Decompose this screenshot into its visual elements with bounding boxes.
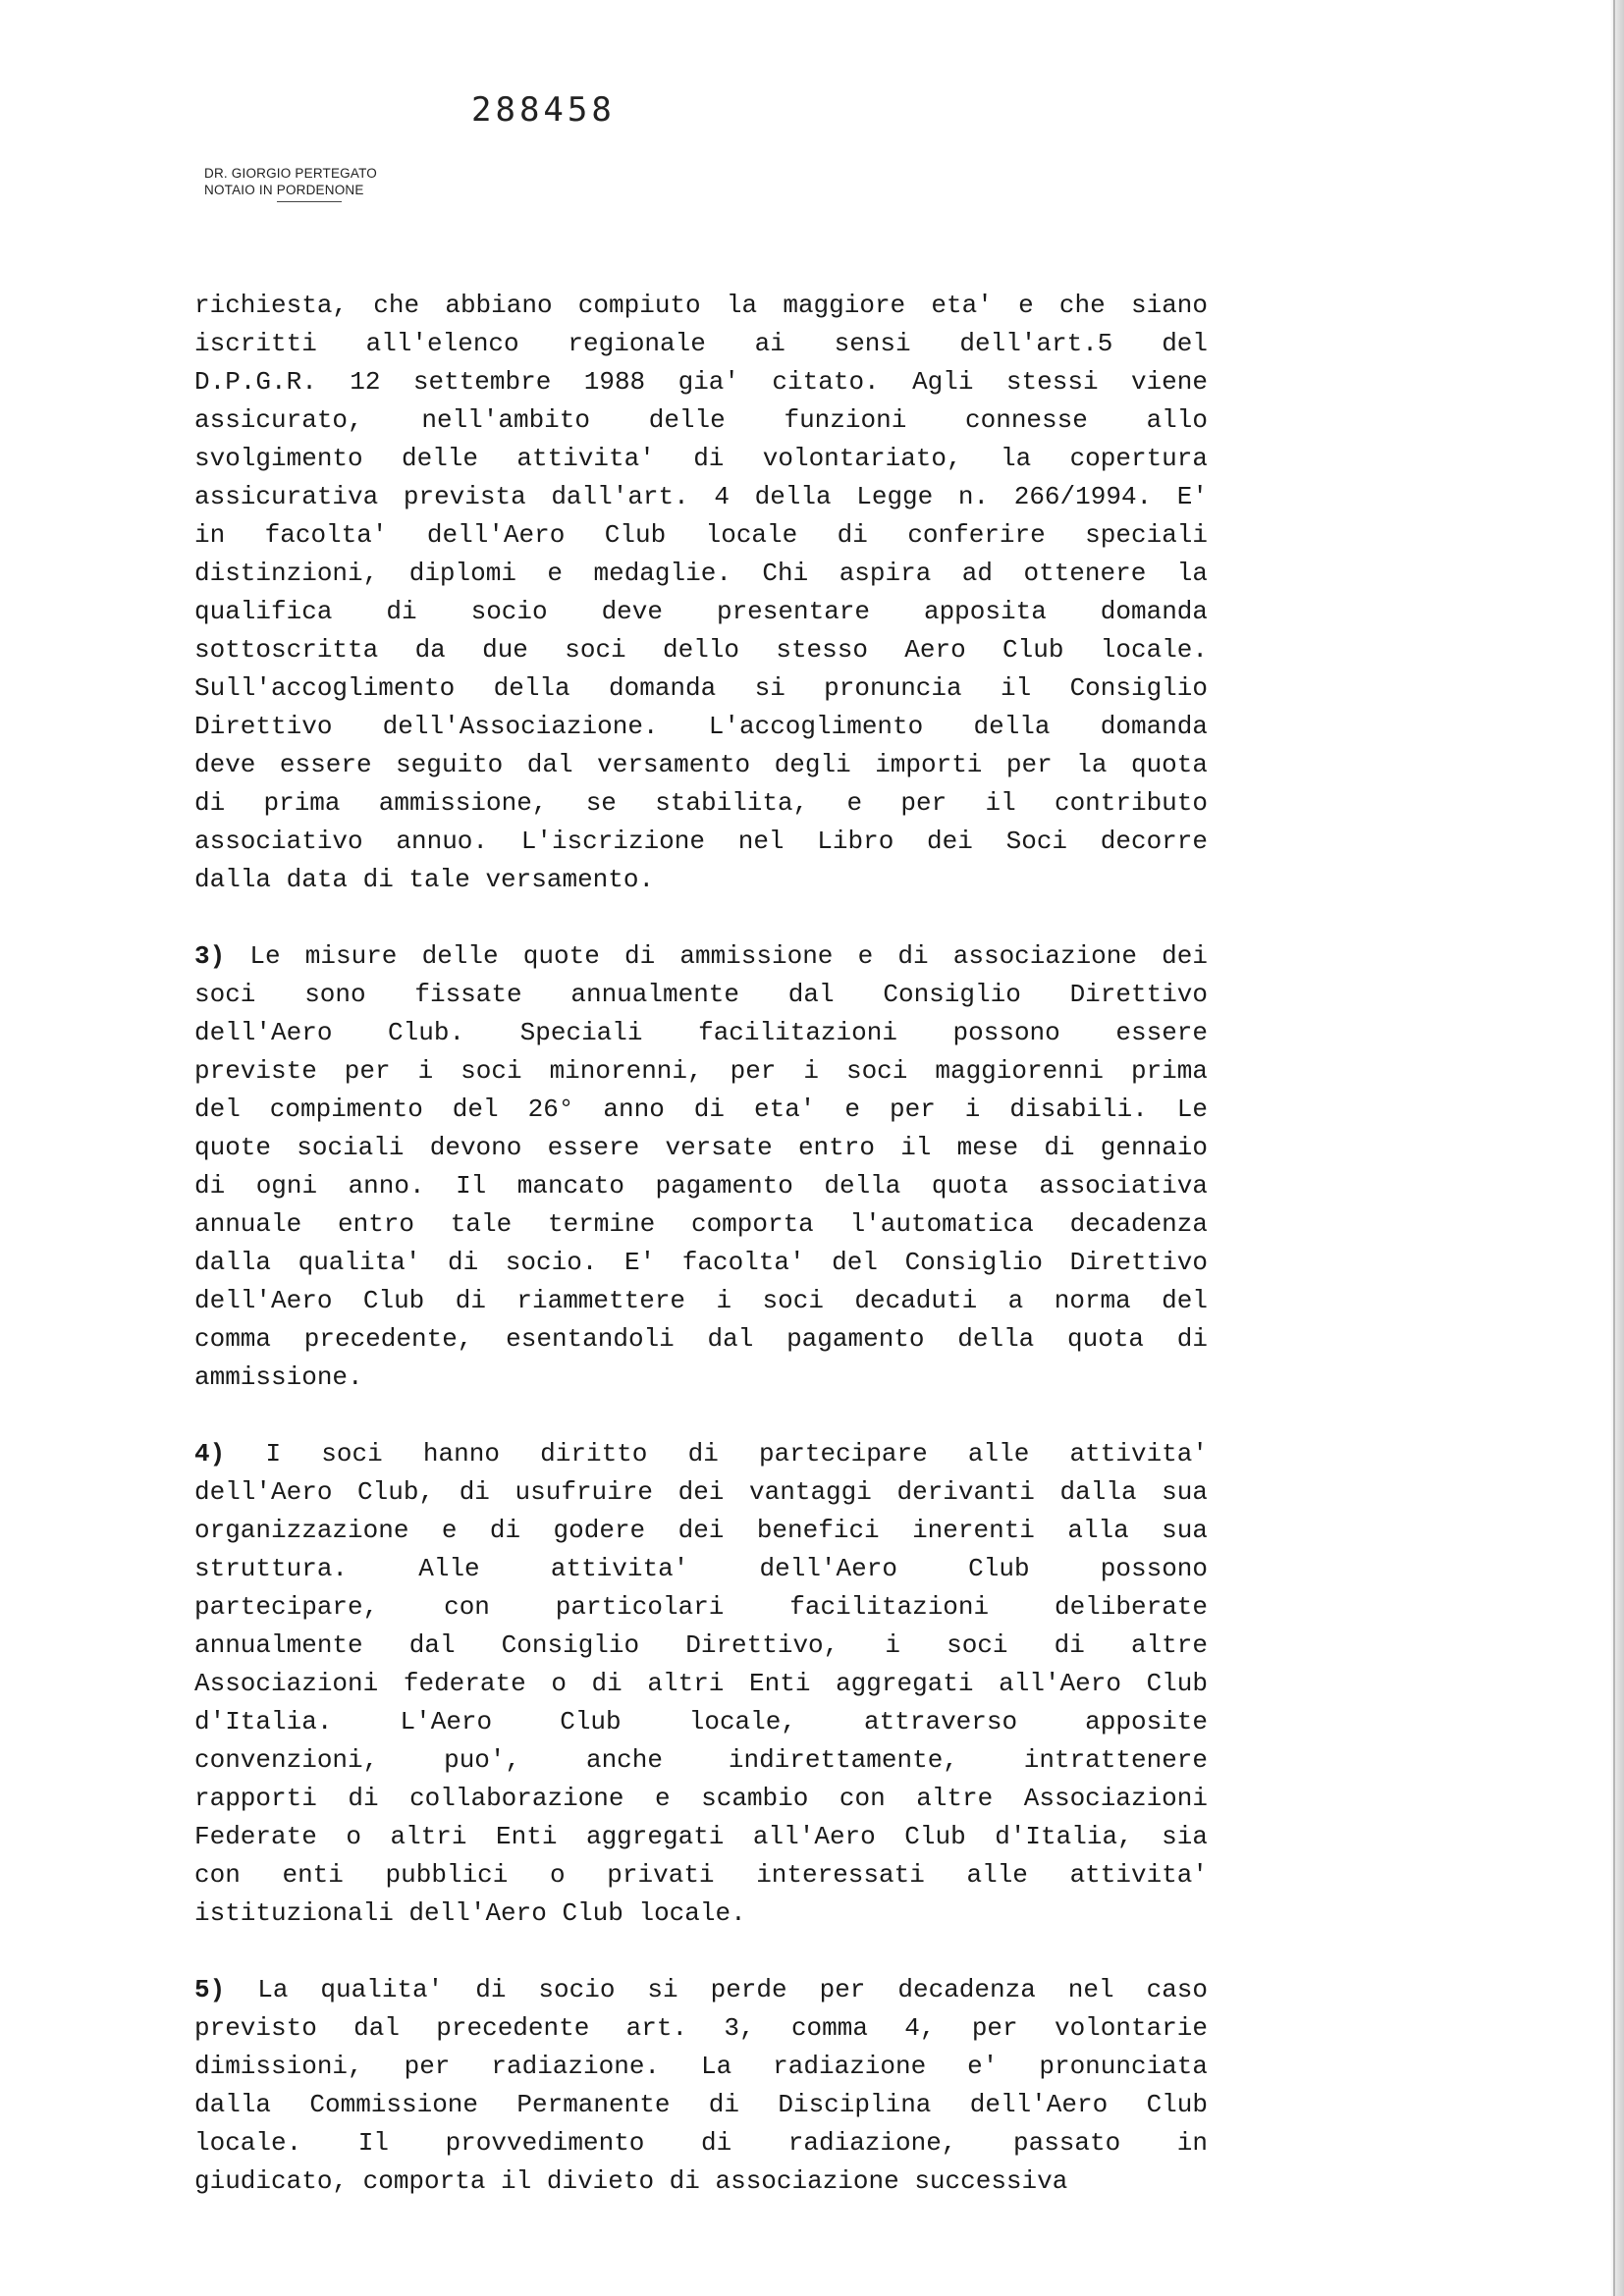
text-line	[194, 1167, 1208, 1205]
text-line	[194, 1856, 1208, 1895]
line-text: dimissioni, per radiazione. La radiazione e' pronunciata	[194, 2052, 1208, 2081]
text-line	[194, 363, 1208, 401]
line-text: previste per i soci minorenni, per i soci maggiorenni prima	[194, 1056, 1208, 1086]
line-text: previsto dal precedente art. 3, comma 4, per volontarie	[194, 2013, 1208, 2043]
line-text: assicurativa prevista dall'art. 4 della Legge n. 266/1994. E'	[194, 482, 1208, 511]
text-line	[194, 1435, 1208, 1473]
text-line	[194, 1895, 1208, 1933]
line-text: Associazioni federate o di altri Enti aggregati all'Aero Club	[194, 1669, 1208, 1698]
line-text: assicurato, nell'ambito delle funzioni connesse allo	[194, 405, 1208, 435]
line-text: quote sociali devono essere versate entro il mese di gennaio	[194, 1133, 1208, 1162]
line-text: struttura. Alle attivita' dell'Aero Club possono	[194, 1554, 1208, 1583]
text-line	[194, 861, 1208, 899]
paragraph-number: 4)	[194, 1439, 226, 1468]
text-line	[194, 516, 1208, 555]
line-text: svolgimento delle attivita' di volontariato, la copertura	[194, 444, 1208, 473]
line-text: Le misure delle quote di ammissione e di associazione dei	[249, 941, 1208, 971]
text-line	[194, 2086, 1208, 2124]
text-line	[194, 2048, 1208, 2086]
text-line	[194, 2163, 1208, 2201]
text-line	[194, 2009, 1208, 2048]
line-text: di prima ammissione, se stabilita, e per il contributo	[194, 788, 1208, 818]
notary-name: DR. GIORGIO PERTEGATO	[204, 166, 377, 181]
text-line	[194, 1282, 1208, 1320]
text-line	[194, 593, 1208, 631]
text-line	[194, 1129, 1208, 1167]
page-number: 288458	[471, 90, 616, 130]
line-text: qualifica di socio deve presentare apposita domanda	[194, 597, 1208, 626]
text-line	[194, 401, 1208, 440]
text-line	[194, 1052, 1208, 1091]
text-line	[194, 1014, 1208, 1052]
line-text: d'Italia. L'Aero Club locale, attraverso apposite	[194, 1707, 1208, 1736]
page-edge-line	[1613, 0, 1615, 2296]
text-line	[194, 976, 1208, 1014]
line-text: deve essere seguito dal versamento degli importi per la quota	[194, 750, 1208, 779]
line-text: La qualita' di socio si perde per decadenza nel caso	[257, 1975, 1208, 2004]
text-line	[194, 937, 1208, 976]
text-line	[194, 1512, 1208, 1550]
line-text: iscritti all'elenco regionale ai sensi dell'art.5 del	[194, 329, 1208, 358]
text-line	[194, 784, 1208, 823]
line-text: dalla Commissione Permanente di Disciplina dell'Aero Club	[194, 2090, 1208, 2119]
line-text: locale. Il provvedimento di radiazione, passato in	[194, 2128, 1208, 2158]
line-text: di ogni anno. Il mancato pagamento della quota associativa	[194, 1171, 1208, 1201]
text-line	[194, 631, 1208, 669]
text-line	[194, 1091, 1208, 1129]
paragraph	[194, 287, 1208, 899]
text-line	[194, 1627, 1208, 1665]
line-text: ammissione.	[194, 1362, 363, 1392]
notary-stamp	[204, 165, 377, 202]
text-line	[194, 1244, 1208, 1282]
line-text: dell'Aero Club. Speciali facilitazioni possono essere	[194, 1018, 1208, 1047]
line-text: soci sono fissate annualmente dal Consiglio Direttivo	[194, 980, 1208, 1009]
line-text: con enti pubblici o privati interessati alle attivita'	[194, 1860, 1208, 1890]
line-text: dell'Aero Club, di usufruire dei vantaggi derivanti dalla sua	[194, 1477, 1208, 1507]
line-text: sottoscritta da due soci dello stesso Aero Club locale.	[194, 635, 1208, 665]
line-text: Sull'accoglimento della domanda si pronuncia il Consiglio	[194, 673, 1208, 703]
text-line	[194, 440, 1208, 478]
text-line	[194, 1320, 1208, 1359]
text-line	[194, 1473, 1208, 1512]
line-text: Direttivo dell'Associazione. L'accoglimento della domanda	[194, 712, 1208, 741]
line-text: in facolta' dell'Aero Club locale di conferire speciali	[194, 520, 1208, 550]
line-text: distinzioni, diplomi e medaglie. Chi aspira ad ottenere la	[194, 559, 1208, 588]
line-text: del compimento del 26° anno di eta' e per i disabili. Le	[194, 1095, 1208, 1124]
paragraph-number: 5)	[194, 1975, 226, 2004]
text-line	[194, 1780, 1208, 1818]
line-text: annualmente dal Consiglio Direttivo, i soci di altre	[194, 1630, 1208, 1660]
line-text: Federate o altri Enti aggregati all'Aero Club d'Italia, sia	[194, 1822, 1208, 1851]
text-line	[194, 1971, 1208, 2009]
text-line	[194, 478, 1208, 516]
notary-underline	[277, 201, 342, 202]
document-body	[194, 287, 1208, 2201]
text-line	[194, 746, 1208, 784]
text-line	[194, 1205, 1208, 1244]
text-line	[194, 2124, 1208, 2163]
paragraph	[194, 1435, 1208, 1933]
line-text: dell'Aero Club di riammettere i soci decaduti a norma del	[194, 1286, 1208, 1315]
text-line	[194, 1818, 1208, 1856]
line-text: partecipare, con particolari facilitazioni deliberate	[194, 1592, 1208, 1622]
text-line	[194, 1588, 1208, 1627]
line-text: dalla qualita' di socio. E' facolta' del Consiglio Direttivo	[194, 1248, 1208, 1277]
notary-title: NOTAIO IN PORDENONE	[204, 183, 364, 197]
paragraph	[194, 937, 1208, 1397]
line-text: organizzazione e di godere dei benefici inerenti alla sua	[194, 1516, 1208, 1545]
text-line	[194, 287, 1208, 325]
text-line	[194, 1359, 1208, 1397]
line-text: dalla data di tale versamento.	[194, 865, 655, 894]
line-text: associativo annuo. L'iscrizione nel Libro dei Soci decorre	[194, 827, 1208, 856]
text-line	[194, 325, 1208, 363]
text-line	[194, 823, 1208, 861]
paragraph	[194, 1971, 1208, 2201]
line-text: rapporti di collaborazione e scambio con altre Associazioni	[194, 1784, 1208, 1813]
text-line	[194, 1665, 1208, 1703]
line-text: I soci hanno diritto di partecipare alle attivita'	[265, 1439, 1208, 1468]
line-text: giudicato, comporta il divieto di associazione successiva	[194, 2166, 1068, 2196]
line-text: istituzionali dell'Aero Club locale.	[194, 1898, 746, 1928]
line-text: annuale entro tale termine comporta l'automatica decadenza	[194, 1209, 1208, 1239]
text-line	[194, 669, 1208, 708]
text-line	[194, 555, 1208, 593]
text-line	[194, 1550, 1208, 1588]
text-line	[194, 1741, 1208, 1780]
line-text: convenzioni, puo', anche indirettamente, intrattenere	[194, 1745, 1208, 1775]
line-text: D.P.G.R. 12 settembre 1988 gia' citato. Agli stessi viene	[194, 367, 1208, 397]
text-line	[194, 1703, 1208, 1741]
line-text: richiesta, che abbiano compiuto la maggiore eta' e che siano	[194, 291, 1208, 320]
text-line	[194, 708, 1208, 746]
line-text: comma precedente, esentandoli dal pagamento della quota di	[194, 1324, 1208, 1354]
paragraph-number: 3)	[194, 941, 226, 971]
